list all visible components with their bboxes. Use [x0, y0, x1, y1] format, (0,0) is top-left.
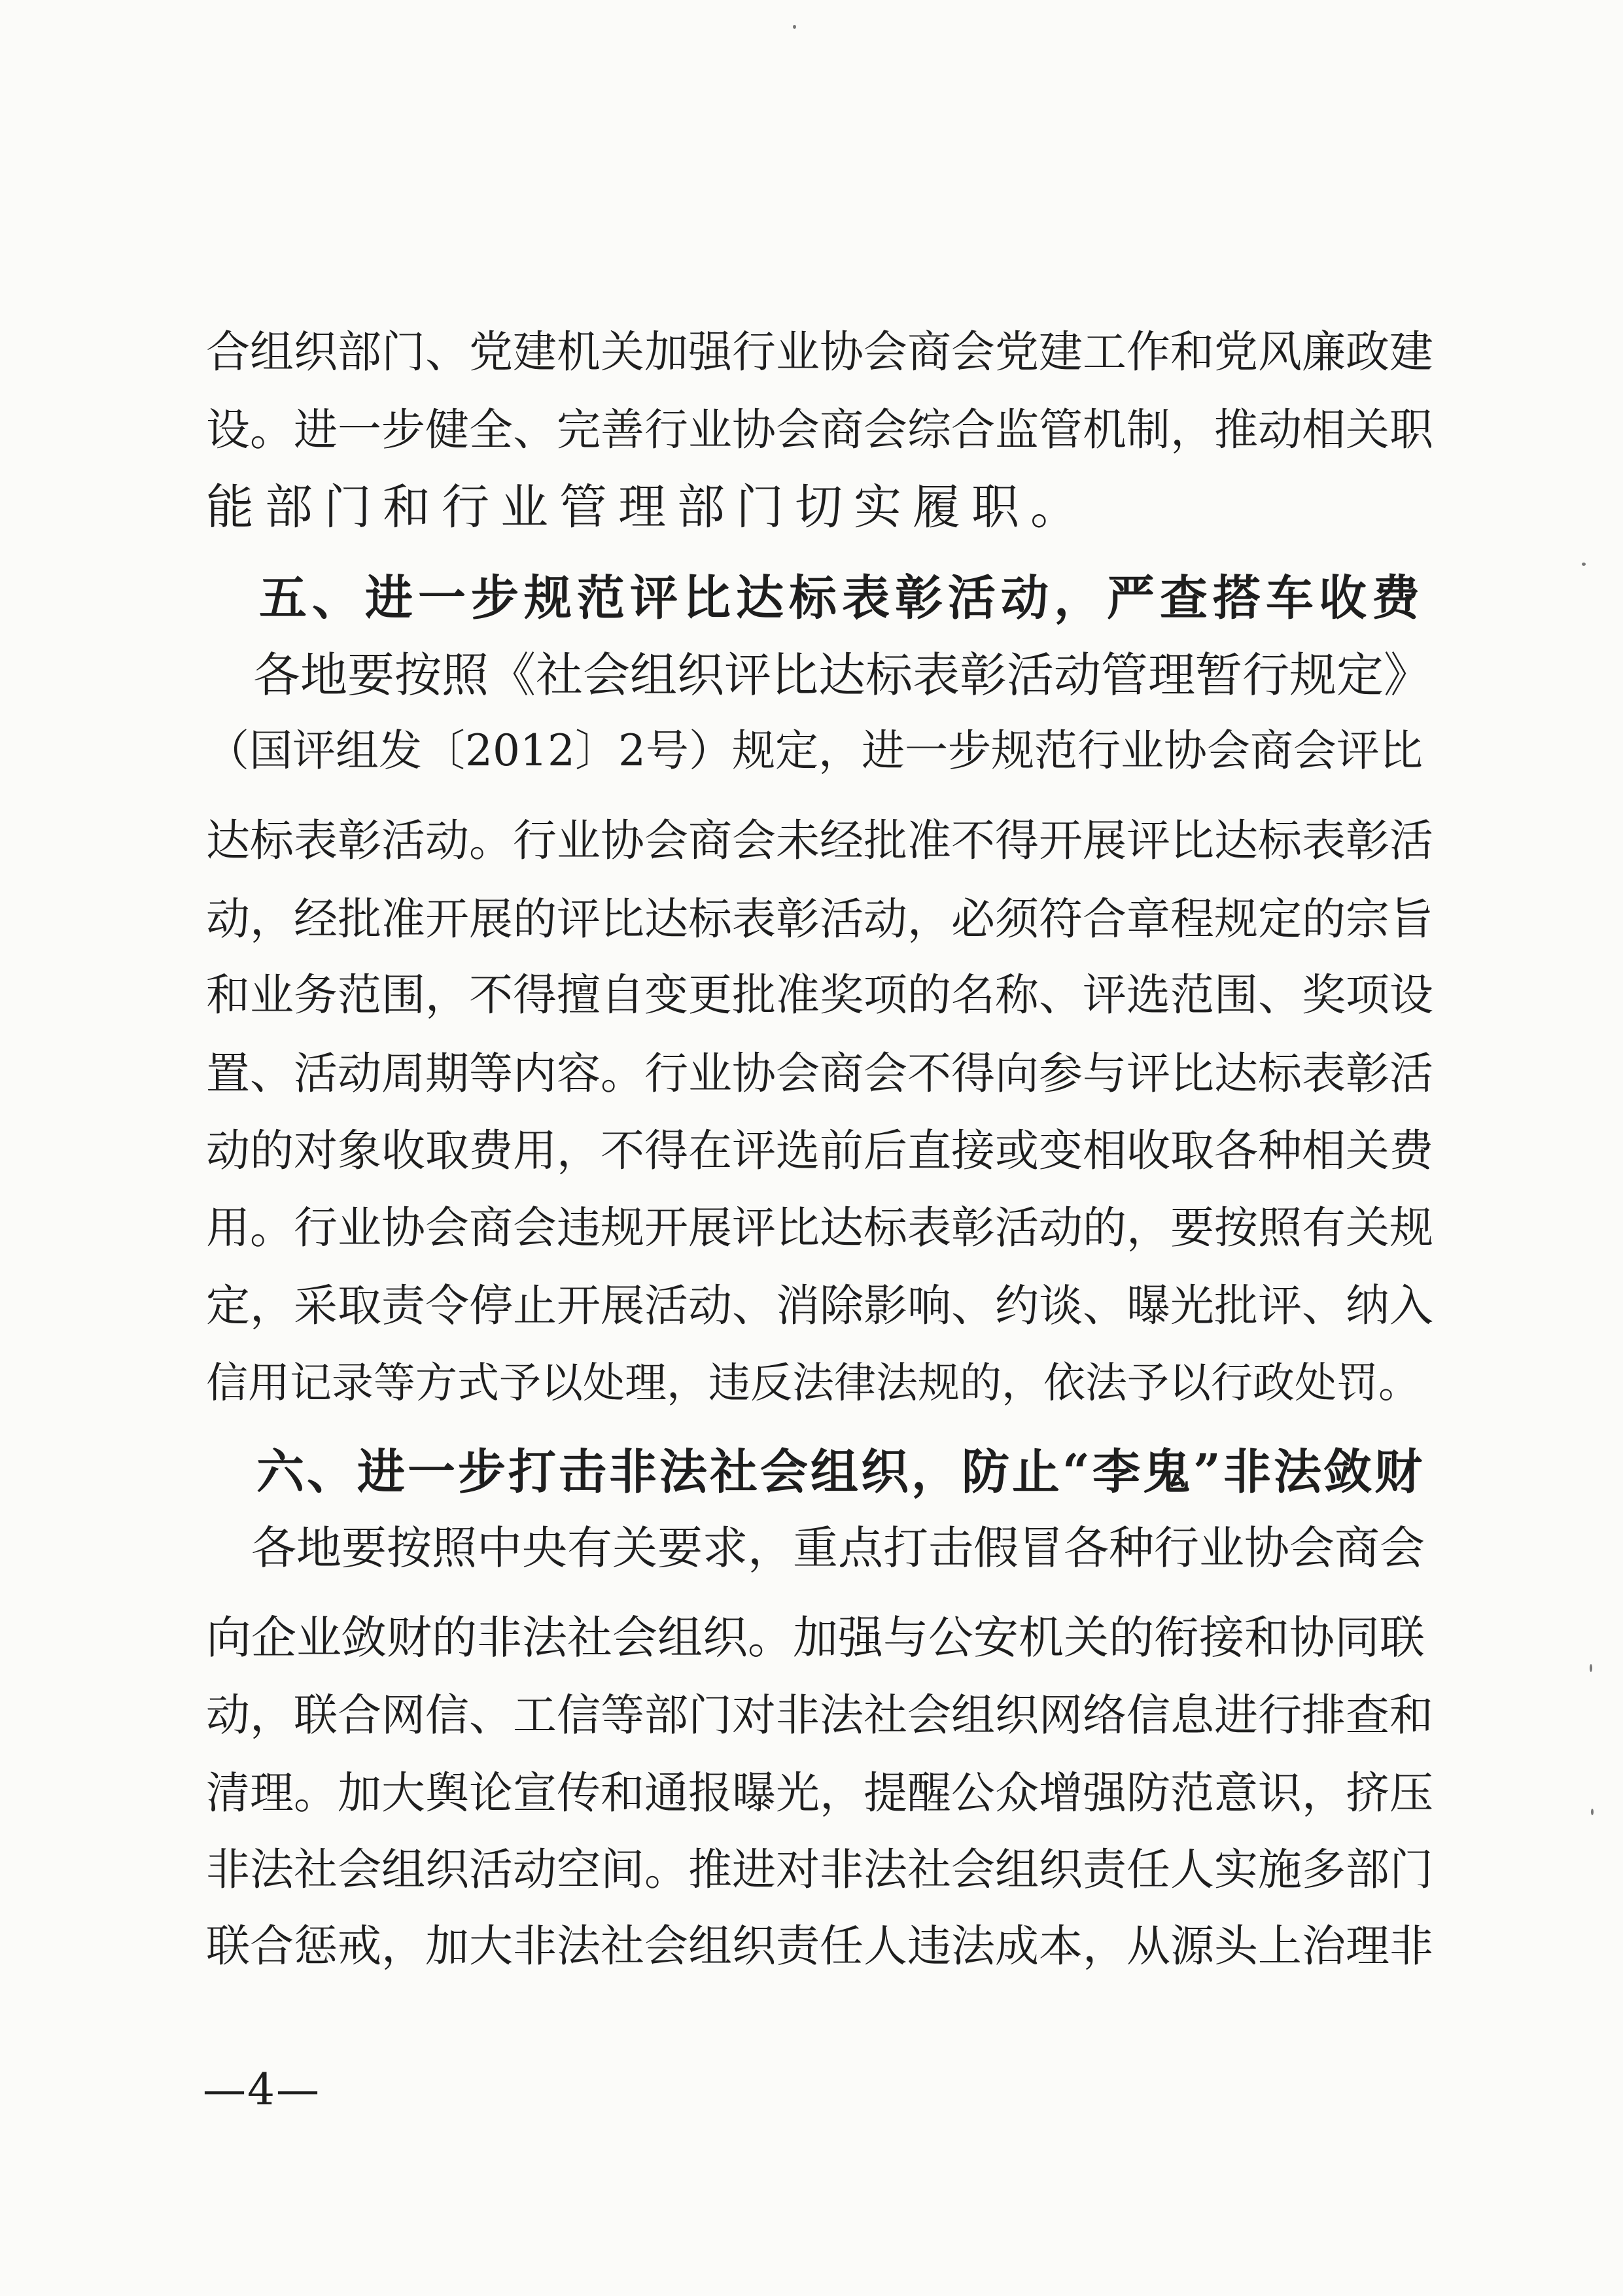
body-text-line: 达标表彰活动。行业协会商会未经批准不得开展评比达标表彰活	[206, 815, 1433, 866]
scan-speck	[1590, 1664, 1592, 1672]
body-text-line: 动，联合网信、工信等部门对非法社会组织网络信息进行排查和	[206, 1690, 1433, 1741]
body-text-line: （国评组发〔2012〕2号）规定，进一步规范行业协会商会评比	[206, 725, 1423, 776]
body-text-line: 用。行业协会商会违规开展评比达标表彰活动的，要按照有关规	[206, 1202, 1433, 1253]
page-number: —4—	[203, 2064, 321, 2115]
section-heading: 五、进一步规范评比达标表彰活动，严查搭车收费	[206, 570, 1425, 626]
body-text-line: 非法社会组织活动空间。推进对非法社会组织责任人实施多部门	[206, 1844, 1433, 1895]
body-text-line: 设。进一步健全、完善行业协会商会综合监管机制，推动相关职	[206, 404, 1433, 455]
body-text-line: 各地要按照《社会组织评比达标表彰活动管理暂行规定》	[206, 648, 1431, 703]
body-text-line: 联合惩戒，加大非法社会组织责任人违法成本，从源头上治理非	[206, 1921, 1433, 1972]
scan-speck	[793, 25, 796, 29]
body-text-line: 动的对象收取费用，不得在评选前后直接或变相收取各种相关费	[206, 1125, 1433, 1176]
body-text-line: 定，采取责令停止开展活动、消除影响、约谈、曝光批评、纳入	[206, 1280, 1433, 1331]
body-text-line: 合组织部门、党建机关加强行业协会商会党建工作和党风廉政建	[206, 326, 1433, 377]
body-text-line: 置、活动周期等内容。行业协会商会不得向参与评比达标表彰活	[206, 1048, 1433, 1099]
body-text-line: 能部门和行业管理部门切实履职。	[206, 479, 1089, 535]
body-text-line: 动，经批准开展的评比达标表彰活动，必须符合章程规定的宗旨	[206, 894, 1433, 945]
scan-speck	[1582, 563, 1586, 566]
section-heading: 六、进一步打击非法社会组织，防止“李鬼”非法敛财	[206, 1444, 1425, 1500]
body-text-line: 各地要按照中央有关要求，重点打击假冒各种行业协会商会	[206, 1522, 1425, 1574]
body-text-line: 和业务范围，不得擅自变更批准奖项的名称、评选范围、奖项设	[206, 969, 1433, 1020]
scan-speck	[1591, 1809, 1594, 1815]
body-text-line: 向企业敛财的非法社会组织。加强与公安机关的衔接和协同联	[206, 1612, 1425, 1664]
body-text-line: 信用记录等方式予以处理，违反法律法规的，依法予以行政处罚。	[206, 1359, 1420, 1408]
body-text-line: 清理。加大舆论宣传和通报曝光，提醒公众增强防范意识，挤压	[206, 1767, 1433, 1818]
